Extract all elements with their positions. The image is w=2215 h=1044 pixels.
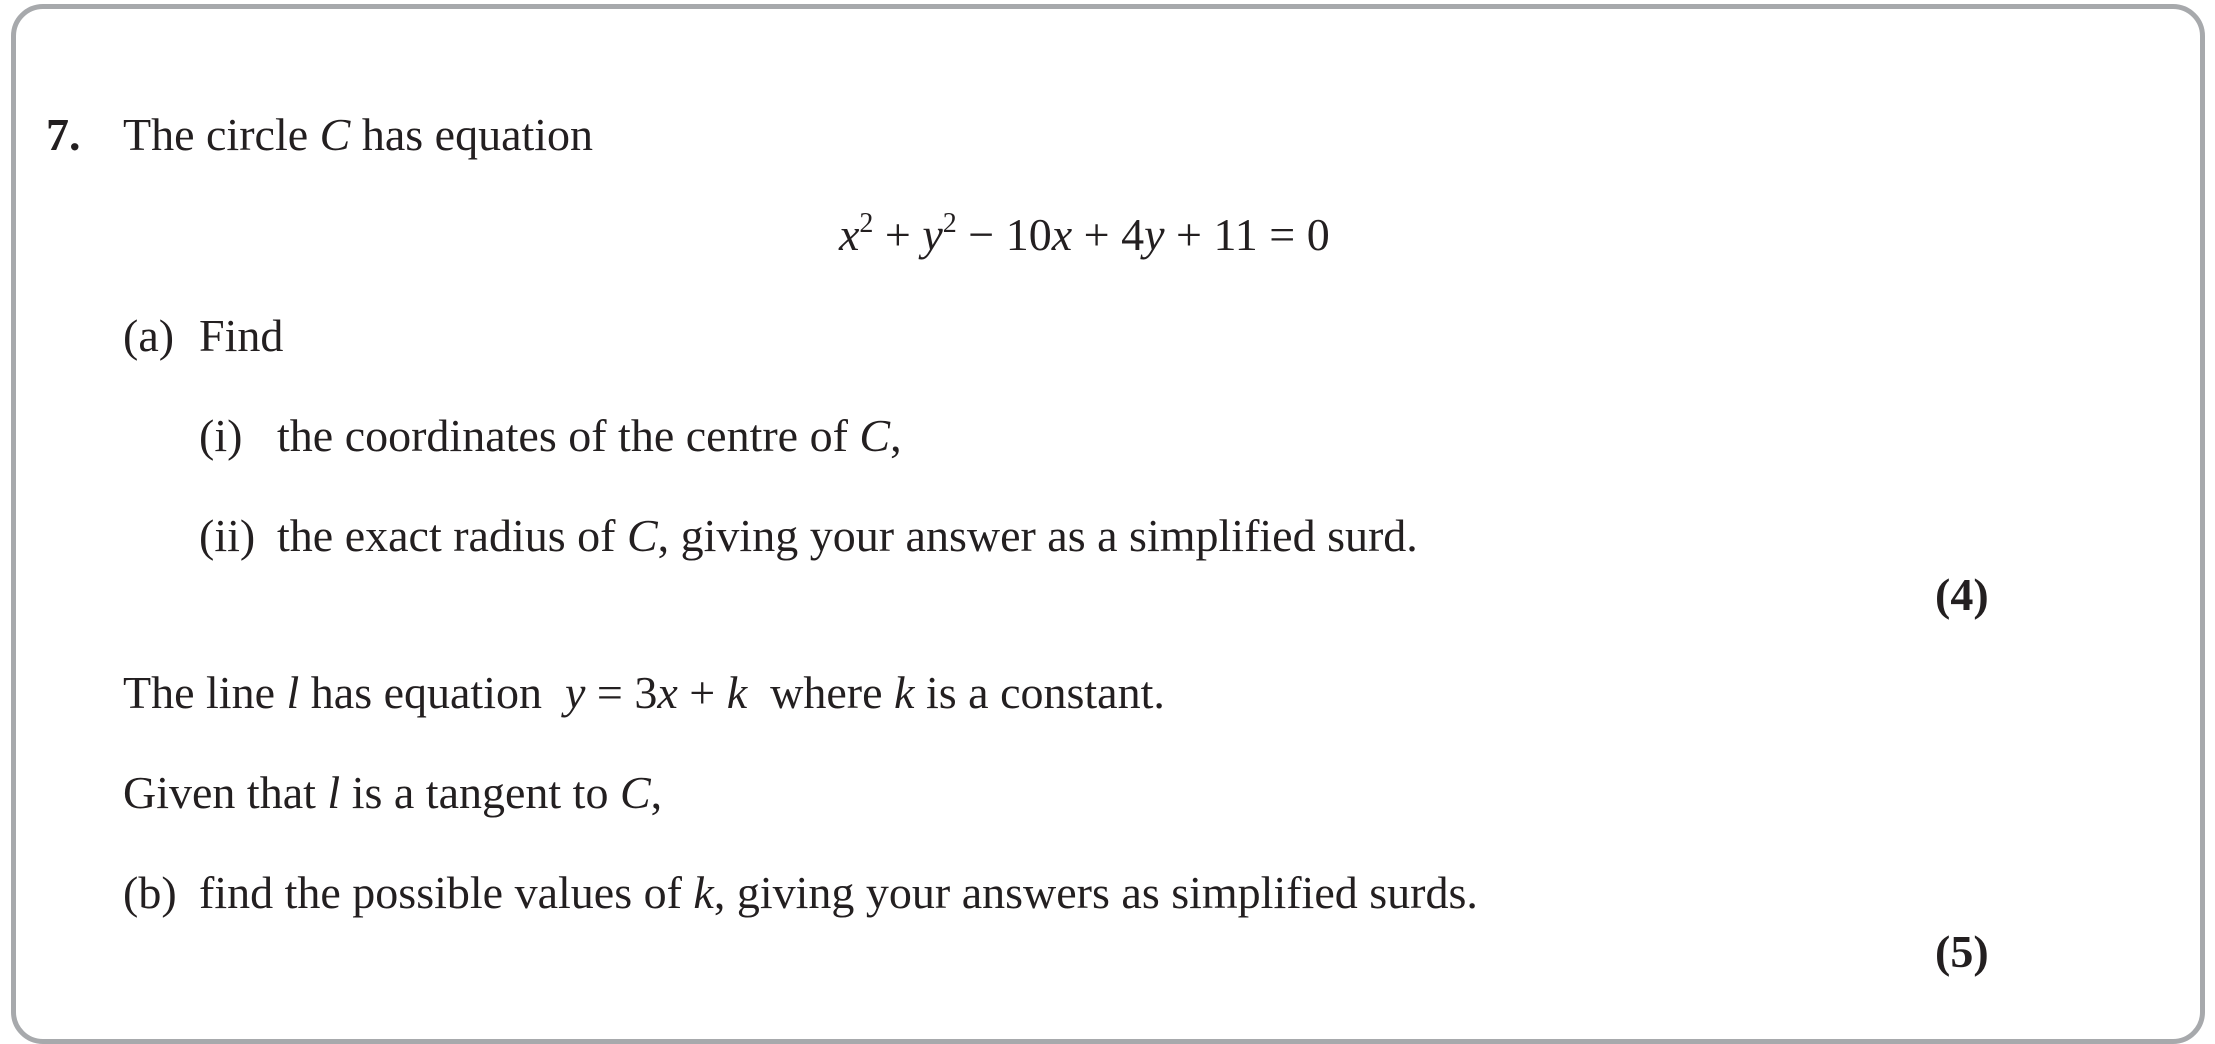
part-a-i-text: the coordinates of the centre of C, bbox=[277, 410, 902, 461]
circle-equation: $x^2 + y^2 - 10x + 4y + 11 = 0$ bbox=[839, 208, 1330, 260]
line-equation-info: The line l has equation y = 3x + k where k is a constant. bbox=[123, 667, 1165, 718]
part-b-text: find the possible values of k, giving your answers as simplified surds. bbox=[199, 867, 1478, 918]
part-a-marks: (4) bbox=[1935, 569, 1989, 620]
given-tangent: Given that l is a tangent to C, bbox=[123, 767, 663, 818]
part-b-label: (b) bbox=[123, 867, 177, 918]
part-b-marks: (5) bbox=[1935, 926, 1989, 977]
part-a-label: (a) bbox=[123, 310, 175, 361]
part-a-ii-text: the exact radius of C, giving your answer as a simplified surd. bbox=[277, 510, 1418, 561]
part-a-ii-label: (ii) bbox=[199, 510, 256, 561]
part-a-text: Find bbox=[199, 310, 284, 361]
question-number: 7. bbox=[46, 109, 81, 160]
question-intro: The circle C has equation bbox=[123, 109, 594, 160]
part-a-i-label: (i) bbox=[199, 410, 243, 461]
